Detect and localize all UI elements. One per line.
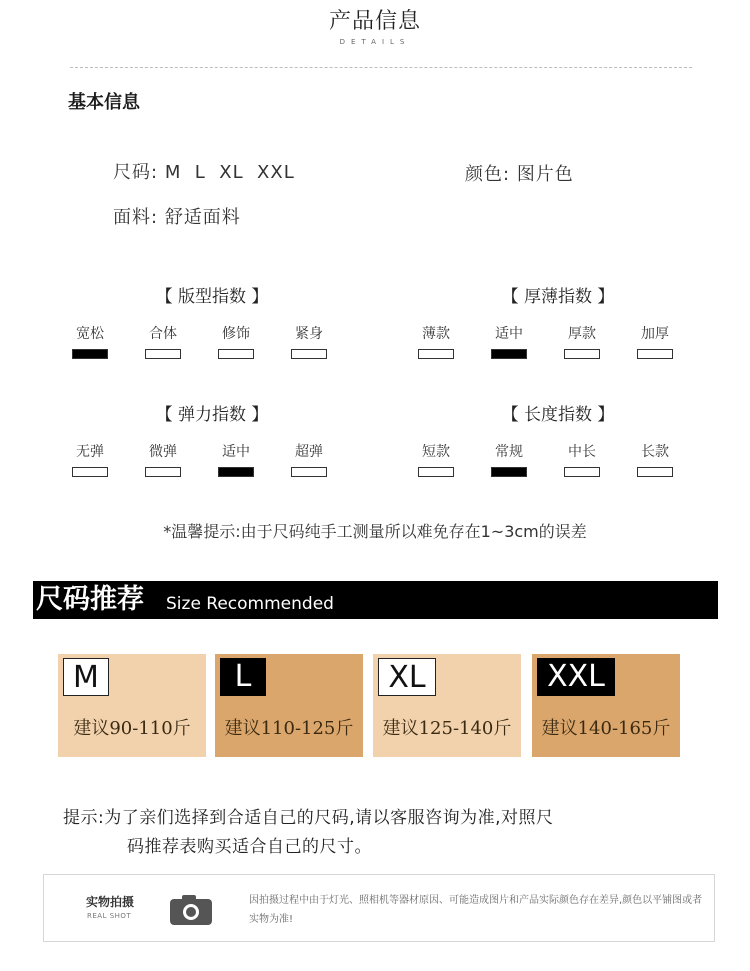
- size-recommendation: 建议125-140斤: [382, 718, 512, 739]
- size-card-m: [58, 654, 206, 757]
- real-shot-title: 实物拍摄: [86, 895, 135, 909]
- size-recommended-banner: [33, 581, 718, 619]
- index-indicator: [72, 467, 108, 477]
- index-indicator: [291, 349, 327, 359]
- index-option-label: 短款: [422, 444, 450, 460]
- index-option: [206, 324, 266, 359]
- index-title: 【 厚薄指数 】: [501, 287, 615, 307]
- index-option: [625, 442, 685, 477]
- real-shot-subtitle: REAL SHOT: [87, 912, 132, 920]
- index-option: [206, 442, 266, 477]
- index-option-label: 无弹: [76, 444, 104, 460]
- length-index: [408, 400, 708, 480]
- index-indicator: [145, 349, 181, 359]
- basic-info-title: 基本信息: [68, 92, 140, 113]
- fabric-info: [113, 203, 241, 229]
- index-indicator: [564, 349, 600, 359]
- index-option: [279, 442, 339, 477]
- banner-title-en: Size Recommended: [166, 594, 334, 614]
- color-label: 颜色:: [465, 164, 511, 185]
- index-option: [406, 442, 466, 477]
- index-option-label: 超弹: [295, 444, 323, 460]
- size-recommendation: 建议140-165斤: [541, 718, 671, 739]
- size-tag: XXL: [537, 658, 615, 696]
- index-indicator: [418, 349, 454, 359]
- index-option: [552, 442, 612, 477]
- size-label: 尺码:: [113, 162, 159, 183]
- size-tag: XL: [378, 658, 436, 696]
- index-indicator-selected: [491, 349, 527, 359]
- index-indicator: [291, 467, 327, 477]
- index-option: [133, 324, 193, 359]
- index-option-label: 合体: [149, 326, 177, 342]
- index-title: 【 版型指数 】: [155, 287, 269, 307]
- size-tag: L: [220, 658, 266, 696]
- thickness-index: [408, 282, 708, 362]
- size-card-xl: [373, 654, 521, 757]
- measurement-note: *温馨提示:由于尺码纯手工测量所以难免存在1~3cm的误差: [163, 522, 587, 541]
- index-indicator-selected: [218, 467, 254, 477]
- index-option-label: 常规: [495, 444, 523, 460]
- size-tag: M: [63, 658, 109, 696]
- page-subtitle: DETAILS: [339, 38, 411, 46]
- size-card-xxl: [532, 654, 680, 757]
- real-shot-disclaimer: 因拍摄过程中由于灯光、照相机等器材原因、可能造成图片和产品实际颜色存在差异,颜色以平铺图或者实物为准!: [249, 895, 703, 925]
- size-card-l: [215, 654, 363, 757]
- index-option: [406, 324, 466, 359]
- index-indicator-selected: [72, 349, 108, 359]
- banner-title-cn: 尺码推荐: [36, 584, 144, 615]
- real-shot-panel: [43, 874, 715, 942]
- fit-index: [62, 282, 362, 362]
- index-option-label: 中长: [568, 444, 596, 460]
- dotted-divider: [70, 67, 692, 68]
- size-info: [113, 158, 295, 184]
- index-option-label: 修饰: [222, 326, 250, 342]
- index-title: 【 弹力指数 】: [155, 405, 269, 425]
- index-option-label: 适中: [222, 444, 250, 460]
- index-option-label: 加厚: [641, 326, 669, 342]
- size-values: M L XL XXL: [164, 162, 295, 183]
- index-option: [479, 442, 539, 477]
- index-option: [60, 324, 120, 359]
- index-option-label: 微弹: [149, 444, 177, 460]
- index-option-label: 薄款: [422, 326, 450, 342]
- elasticity-index: [62, 400, 362, 480]
- index-indicator: [145, 467, 181, 477]
- color-info: [465, 160, 574, 186]
- index-title: 【 长度指数 】: [501, 405, 615, 425]
- size-recommendation: 建议110-125斤: [224, 718, 354, 739]
- index-option: [625, 324, 685, 359]
- index-indicator: [418, 467, 454, 477]
- index-option-label: 宽松: [76, 326, 104, 342]
- index-indicator-selected: [491, 467, 527, 477]
- index-option-label: 适中: [495, 326, 523, 342]
- index-option-label: 长款: [641, 444, 669, 460]
- index-option: [479, 324, 539, 359]
- index-option: [279, 324, 339, 359]
- index-option-label: 厚款: [568, 326, 596, 342]
- size-recommendation: 建议90-110斤: [73, 718, 191, 739]
- tip-line-1: 提示:为了亲们选择到合适自己的尺码,请以客服咨询为准,对照尺: [63, 808, 554, 828]
- tip-line-2: 码推荐表购买适合自己的尺寸。: [127, 837, 372, 857]
- index-indicator: [218, 349, 254, 359]
- index-indicator: [637, 349, 673, 359]
- camera-icon: [169, 894, 213, 926]
- index-option-label: 紧身: [295, 326, 323, 342]
- index-indicator: [564, 467, 600, 477]
- index-option: [60, 442, 120, 477]
- fabric-value: 舒适面料: [164, 207, 241, 228]
- index-option: [552, 324, 612, 359]
- index-indicator: [637, 467, 673, 477]
- page-title: 产品信息: [328, 9, 421, 34]
- color-value: 图片色: [516, 164, 574, 185]
- index-option: [133, 442, 193, 477]
- fabric-label: 面料:: [113, 207, 159, 228]
